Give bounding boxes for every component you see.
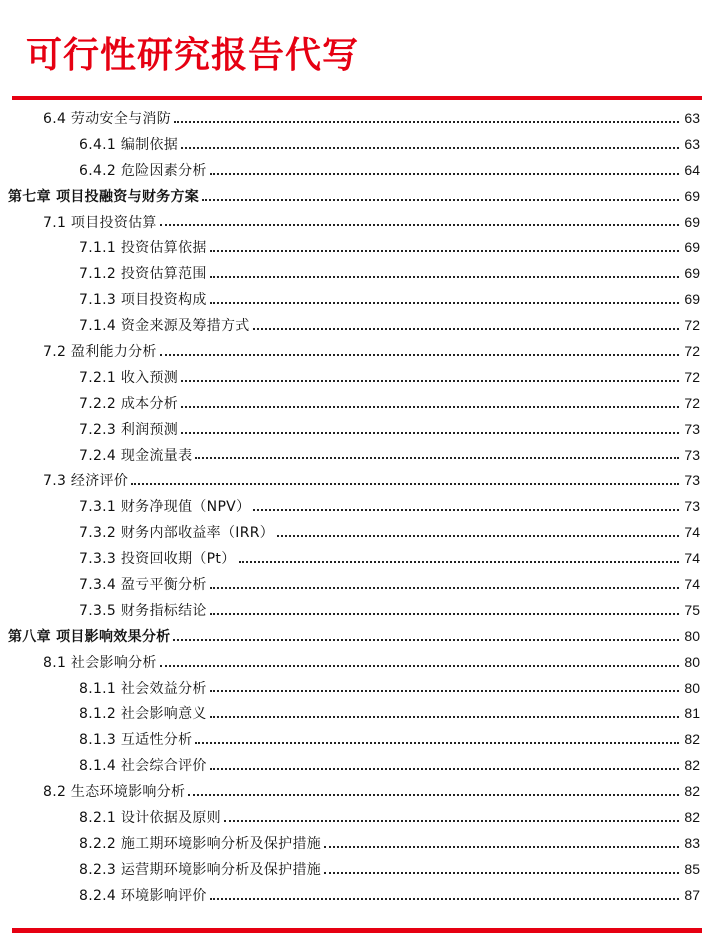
toc-entry-label: 7.3.1 财务净现值（NPV） [79, 499, 251, 516]
toc-page-number: 72 [684, 317, 700, 334]
toc-page-number: 80 [684, 653, 700, 670]
toc-subsection-entry[interactable] [0, 442, 714, 468]
toc-page-number: 63 [684, 135, 700, 152]
toc-subsection-entry[interactable] [0, 830, 714, 856]
toc-section-entry[interactable] [0, 649, 714, 675]
toc-subsection-entry[interactable] [0, 131, 714, 157]
toc-dot-leader [324, 846, 679, 848]
toc-page-number: 69 [684, 187, 700, 204]
toc-subsection-entry[interactable] [0, 752, 714, 778]
toc-entry-label: 6.4.2 危险因素分析 [79, 162, 207, 179]
toc-page-number: 72 [684, 368, 700, 385]
toc-section-entry[interactable] [0, 105, 714, 131]
table-of-contents [0, 105, 714, 908]
toc-page-number: 75 [684, 601, 700, 618]
toc-entry-label: 8.1.4 社会综合评价 [79, 758, 207, 775]
toc-dot-leader [210, 587, 679, 589]
toc-dot-leader [195, 457, 679, 459]
toc-page-number: 74 [684, 524, 700, 541]
toc-subsection-entry[interactable] [0, 234, 714, 260]
toc-page-number: 73 [684, 498, 700, 515]
toc-page-number: 64 [684, 161, 700, 178]
toc-subsection-entry[interactable] [0, 882, 714, 908]
toc-entry-label: 7.3.3 投资回收期（Pt） [79, 551, 236, 568]
toc-dot-leader [173, 639, 679, 641]
toc-page-number: 82 [684, 757, 700, 774]
toc-subsection-entry[interactable] [0, 364, 714, 390]
toc-dot-leader [188, 794, 679, 796]
toc-subsection-entry[interactable] [0, 416, 714, 442]
toc-dot-leader [224, 820, 679, 822]
toc-entry-label: 7.2.4 现金流量表 [79, 447, 193, 464]
toc-entry-label: 8.2.3 运营期环境影响分析及保护措施 [79, 861, 322, 878]
toc-dot-leader [174, 121, 679, 123]
toc-dot-leader [181, 380, 679, 382]
toc-entry-label: 第八章 项目影响效果分析 [8, 628, 171, 645]
toc-dot-leader [210, 613, 679, 615]
toc-dot-leader [181, 432, 679, 434]
toc-dot-leader [253, 328, 679, 330]
toc-subsection-entry[interactable] [0, 286, 714, 312]
toc-dot-leader [181, 406, 679, 408]
toc-dot-leader [160, 354, 679, 356]
header-rule [12, 96, 702, 100]
toc-entry-label: 8.1.1 社会效益分析 [79, 680, 207, 697]
toc-entry-label: 7.2.1 收入预测 [79, 369, 179, 386]
toc-subsection-entry[interactable] [0, 390, 714, 416]
toc-entry-label: 6.4 劳动安全与消防 [43, 110, 172, 127]
toc-entry-label: 7.1.1 投资估算依据 [79, 240, 207, 257]
page-title: 可行性研究报告代写 [26, 35, 360, 76]
toc-subsection-entry[interactable] [0, 493, 714, 519]
toc-dot-leader [181, 147, 679, 149]
toc-entry-label: 8.1.3 互适性分析 [79, 732, 193, 749]
toc-page-number: 82 [684, 783, 700, 800]
toc-dot-leader [210, 302, 679, 304]
toc-page-number: 80 [684, 679, 700, 696]
toc-page-number: 63 [684, 109, 700, 126]
toc-subsection-entry[interactable] [0, 804, 714, 830]
toc-page-number: 72 [684, 394, 700, 411]
toc-page-number: 80 [684, 627, 700, 644]
toc-entry-label: 7.1.3 项目投资构成 [79, 292, 207, 309]
toc-subsection-entry[interactable] [0, 519, 714, 545]
toc-dot-leader [239, 561, 679, 563]
toc-page-number: 69 [684, 265, 700, 282]
toc-dot-leader [253, 509, 679, 511]
toc-entry-label: 7.2.2 成本分析 [79, 395, 179, 412]
toc-subsection-entry[interactable] [0, 571, 714, 597]
toc-dot-leader [160, 665, 679, 667]
toc-entry-label: 7.2 盈利能力分析 [43, 343, 157, 360]
toc-page-number: 74 [684, 575, 700, 592]
toc-page-number: 83 [684, 834, 700, 851]
toc-page-number: 72 [684, 342, 700, 359]
toc-subsection-entry[interactable] [0, 726, 714, 752]
toc-subsection-entry[interactable] [0, 157, 714, 183]
toc-entry-label: 7.1.4 资金来源及筹措方式 [79, 318, 250, 335]
toc-dot-leader [210, 768, 679, 770]
toc-page-number: 82 [684, 808, 700, 825]
toc-dot-leader [210, 898, 679, 900]
toc-chapter-entry[interactable] [0, 623, 714, 649]
toc-section-entry[interactable] [0, 467, 714, 493]
toc-subsection-entry[interactable] [0, 312, 714, 338]
toc-dot-leader [160, 224, 679, 226]
toc-entry-label: 7.3 经济评价 [43, 473, 129, 490]
toc-entry-label: 8.2 生态环境影响分析 [43, 784, 186, 801]
toc-page-number: 82 [684, 731, 700, 748]
toc-dot-leader [195, 742, 679, 744]
toc-section-entry[interactable] [0, 209, 714, 235]
toc-dot-leader [210, 173, 679, 175]
toc-section-entry[interactable] [0, 338, 714, 364]
toc-subsection-entry[interactable] [0, 545, 714, 571]
toc-page-number: 81 [684, 705, 700, 722]
toc-dot-leader [277, 535, 679, 537]
toc-subsection-entry[interactable] [0, 597, 714, 623]
toc-dot-leader [210, 250, 679, 252]
toc-entry-label: 8.2.1 设计依据及原则 [79, 809, 221, 826]
toc-page-number: 74 [684, 550, 700, 567]
toc-subsection-entry[interactable] [0, 856, 714, 882]
toc-entry-label: 7.1 项目投资估算 [43, 214, 157, 231]
toc-entry-label: 8.2.2 施工期环境影响分析及保护措施 [79, 835, 322, 852]
toc-page-number: 87 [684, 886, 700, 903]
toc-subsection-entry[interactable] [0, 260, 714, 286]
toc-subsection-entry[interactable] [0, 675, 714, 701]
toc-page-number: 69 [684, 291, 700, 308]
toc-chapter-entry[interactable] [0, 183, 714, 209]
toc-page-number: 69 [684, 239, 700, 256]
toc-dot-leader [210, 716, 679, 718]
toc-dot-leader [202, 199, 679, 201]
toc-entry-label: 7.3.4 盈亏平衡分析 [79, 576, 207, 593]
toc-dot-leader [131, 483, 679, 485]
toc-dot-leader [324, 872, 679, 874]
toc-entry-label: 7.1.2 投资估算范围 [79, 266, 207, 283]
toc-entry-label: 7.3.5 财务指标结论 [79, 602, 207, 619]
toc-page-number: 85 [684, 860, 700, 877]
toc-dot-leader [210, 276, 679, 278]
toc-entry-label: 8.1.2 社会影响意义 [79, 706, 207, 723]
toc-entry-label: 8.1 社会影响分析 [43, 654, 157, 671]
toc-entry-label: 7.2.3 利润预测 [79, 421, 179, 438]
toc-page-number: 73 [684, 446, 700, 463]
toc-page-number: 69 [684, 213, 700, 230]
toc-entry-label: 7.3.2 财务内部收益率（IRR） [79, 525, 275, 542]
toc-section-entry[interactable] [0, 778, 714, 804]
toc-subsection-entry[interactable] [0, 700, 714, 726]
toc-entry-label: 第七章 项目投融资与财务方案 [8, 188, 200, 205]
toc-page-number: 73 [684, 472, 700, 489]
toc-page-number: 73 [684, 420, 700, 437]
toc-entry-label: 6.4.1 编制依据 [79, 136, 179, 153]
toc-dot-leader [210, 690, 679, 692]
toc-entry-label: 8.2.4 环境影响评价 [79, 887, 207, 904]
footer-rule [12, 928, 702, 933]
